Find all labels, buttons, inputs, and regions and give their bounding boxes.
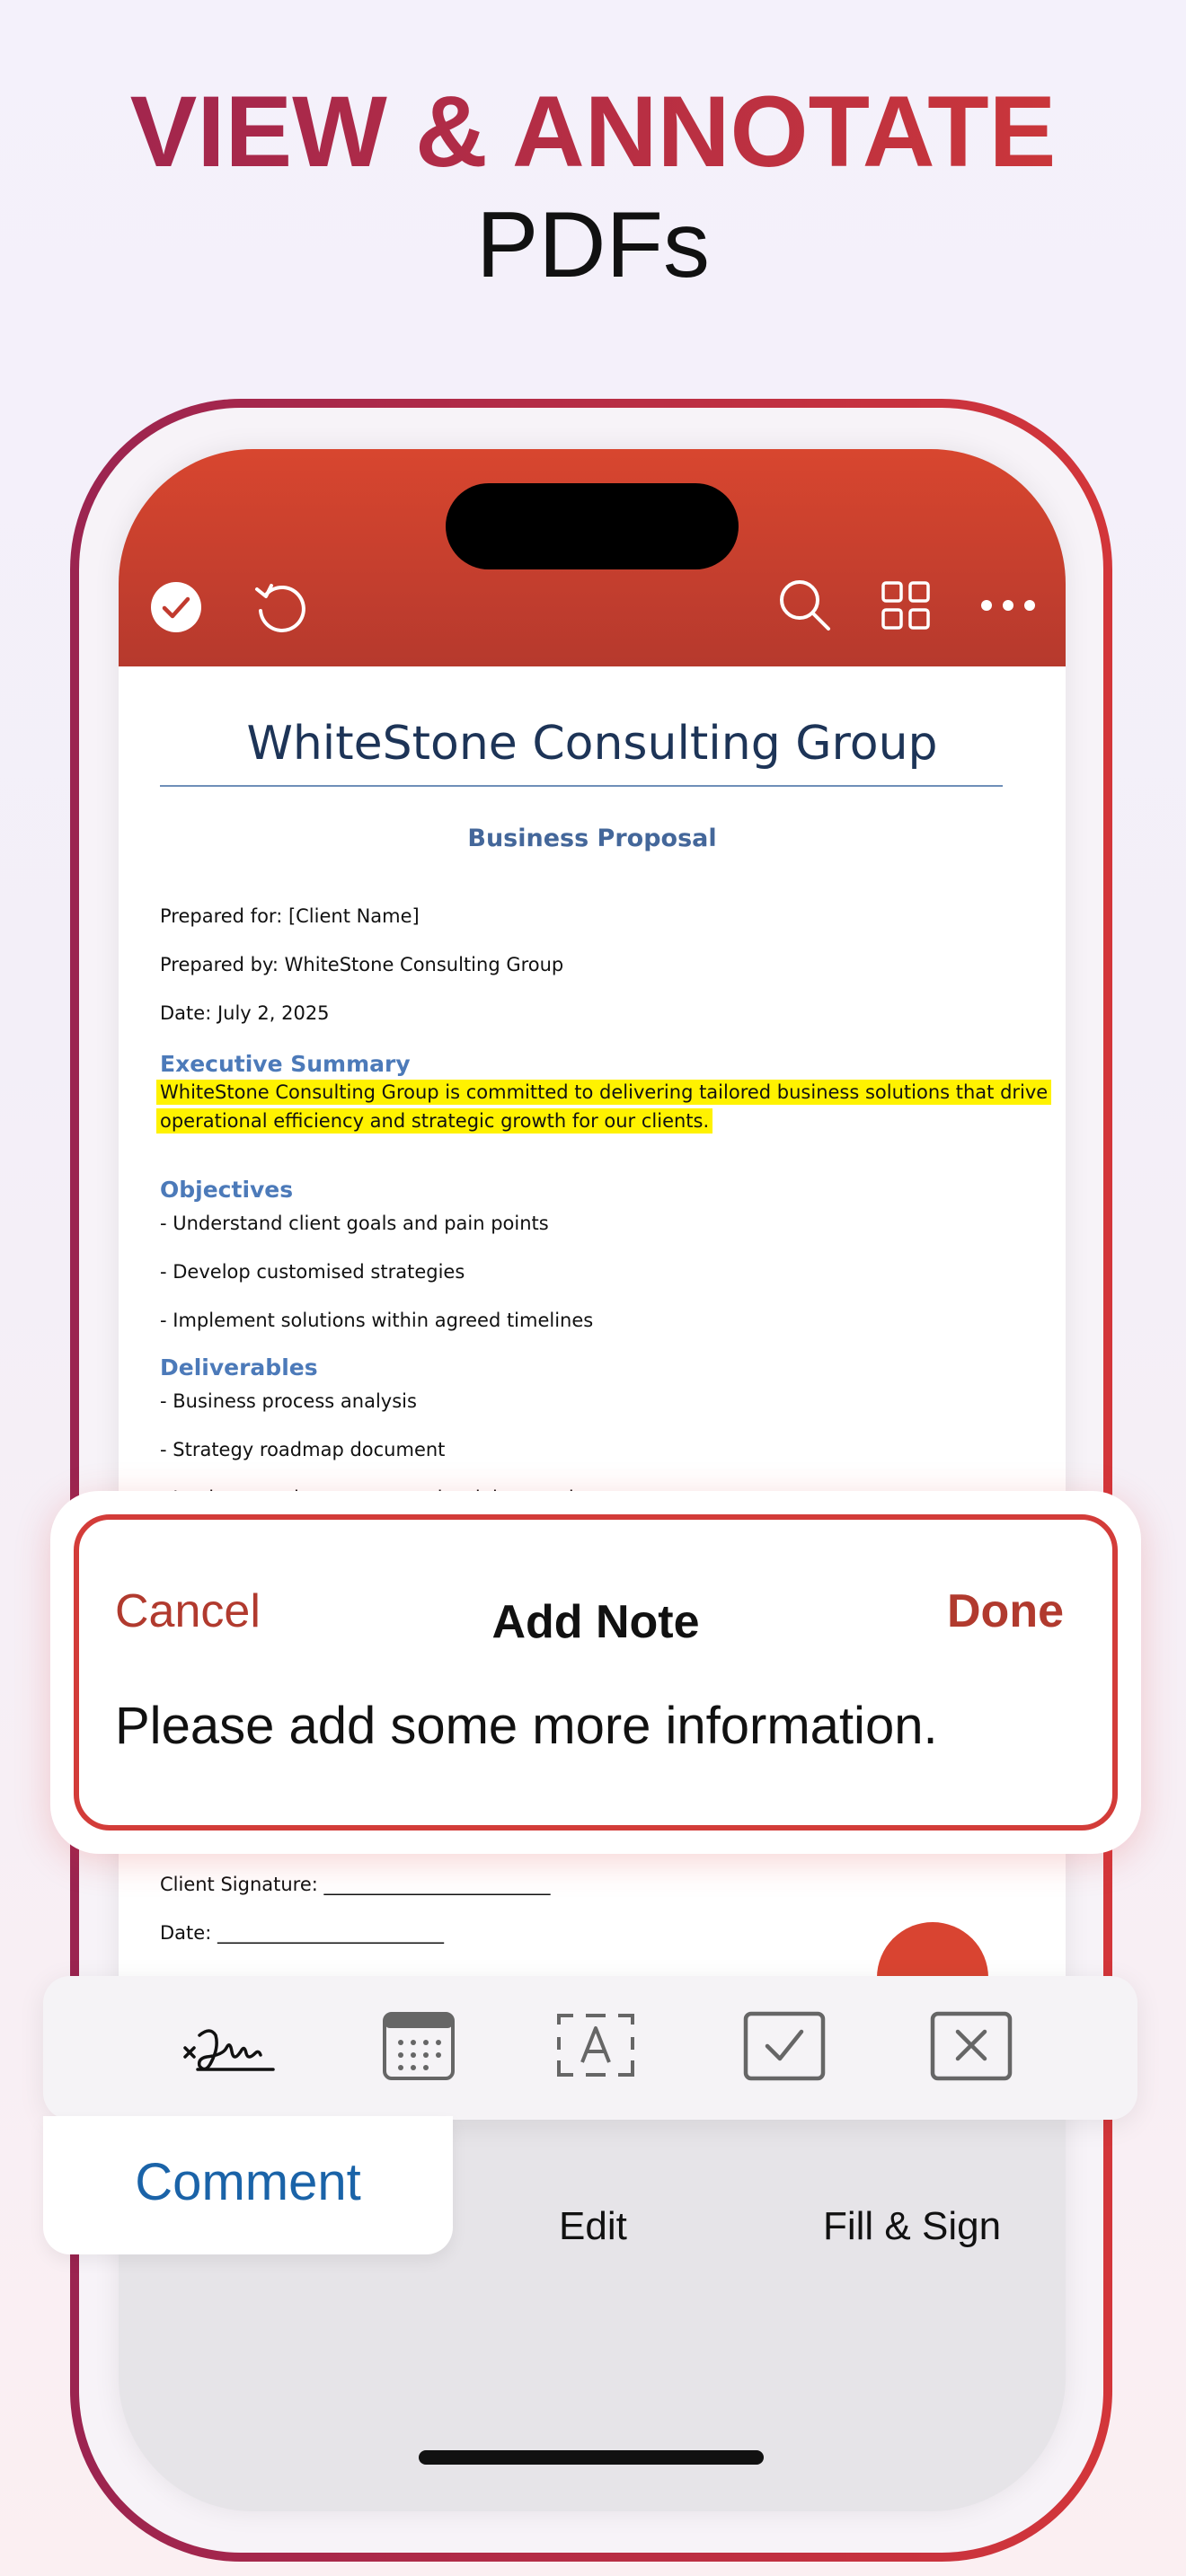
- headline-title: VIEW & ANNOTATE: [0, 74, 1186, 190]
- add-note-dialog: [50, 1491, 1141, 1854]
- highlighted-text-line-1[interactable]: WhiteStone Consulting Group is committed to delivering tailored business solutions that drive: [156, 1080, 1051, 1105]
- more-options-icon[interactable]: [979, 595, 1037, 616]
- tab-fill-sign[interactable]: Fill & Sign: [823, 2204, 1002, 2248]
- done-check-icon[interactable]: [149, 580, 203, 634]
- objective-item: - Develop customised strategies: [160, 1261, 465, 1283]
- cancel-button[interactable]: Cancel: [115, 1585, 261, 1637]
- annotation-toolbar: [43, 1976, 1137, 2120]
- prepared-for: Prepared for: [Client Name]: [160, 905, 420, 927]
- objectives-heading: Objectives: [160, 1177, 294, 1203]
- note-input[interactable]: Please add some more information.: [115, 1697, 938, 1755]
- tab-comment-label: Comment: [135, 2153, 361, 2211]
- undo-icon[interactable]: [250, 577, 311, 638]
- top-toolbar: [119, 449, 1066, 666]
- document-date: Date: July 2, 2025: [160, 1002, 330, 1024]
- client-signature-line[interactable]: Client Signature: ________________________: [160, 1874, 551, 1895]
- text-box-icon[interactable]: [546, 2008, 645, 2087]
- checkbox-icon[interactable]: [735, 2008, 834, 2087]
- objective-item: - Understand client goals and pain points: [160, 1213, 549, 1234]
- search-icon[interactable]: [776, 577, 834, 634]
- highlighted-text-line-2[interactable]: operational efficiency and strategic growth for our clients.: [156, 1108, 712, 1134]
- signature-icon[interactable]: [180, 2008, 279, 2087]
- deliverables-heading: Deliverables: [160, 1354, 318, 1381]
- cross-box-icon[interactable]: [922, 2008, 1021, 2087]
- deliverable-item: - Business process analysis: [160, 1390, 417, 1412]
- title-rule: [160, 785, 1003, 787]
- deliverable-item: - Strategy roadmap document: [160, 1439, 446, 1460]
- document-title: WhiteStone Consulting Group: [246, 717, 938, 771]
- calendar-icon[interactable]: [368, 2008, 467, 2087]
- prepared-by: Prepared by: WhiteStone Consulting Group: [160, 954, 564, 975]
- exec-summary-heading: Executive Summary: [160, 1051, 411, 1077]
- grid-view-icon[interactable]: [881, 580, 931, 631]
- sign-date-line[interactable]: Date: ________________________: [160, 1922, 444, 1944]
- document-subtitle: Business Proposal: [467, 825, 717, 852]
- dynamic-island: [446, 483, 739, 569]
- home-indicator: [419, 2450, 764, 2465]
- headline-subtitle: PDFs: [476, 193, 710, 297]
- done-button[interactable]: Done: [947, 1585, 1064, 1637]
- dialog-title: Add Note: [491, 1596, 700, 1648]
- tab-edit[interactable]: Edit: [559, 2204, 627, 2248]
- objective-item: - Implement solutions within agreed timelines: [160, 1310, 594, 1331]
